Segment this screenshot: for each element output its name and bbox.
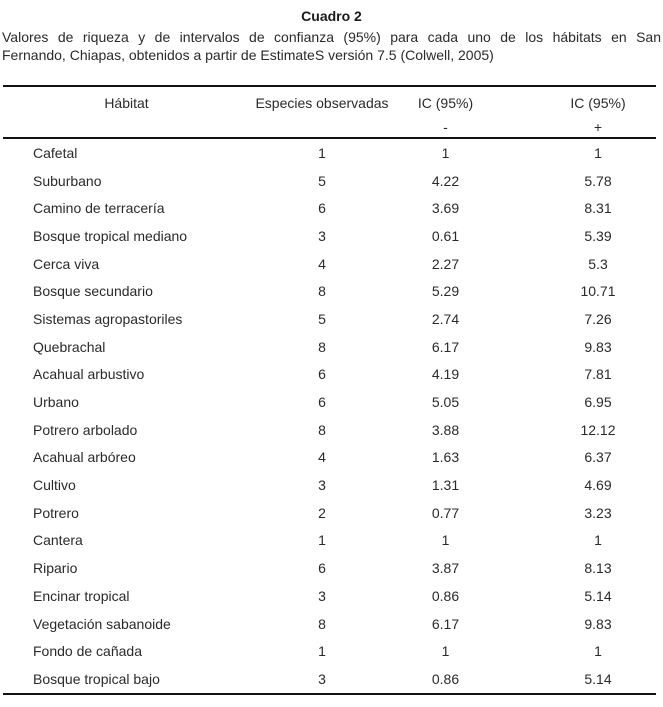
caption-line-2: Fernando, Chiapas, obtenidos a partir de EstimateS versión 7.5 (Colwell, 2005) xyxy=(2,47,494,63)
ic-upper-cell: 6.95 xyxy=(584,394,612,411)
ic-lower-cell: 2.27 xyxy=(431,255,460,272)
ic-lower-cell: 1.31 xyxy=(431,477,460,494)
ic-upper-cell: 5.39 xyxy=(584,227,612,244)
ic-upper-cell: 1 xyxy=(594,532,602,549)
ic-lower-cell: 0.61 xyxy=(431,227,460,244)
table-row xyxy=(3,637,656,665)
habitat-cell: Acahual arbóreo xyxy=(33,449,136,466)
caption-line-1: Valores de riqueza y de intervalos de confianza (95%) para cada uno de los hábitats en San xyxy=(2,29,661,45)
habitat-cell: Vegetación sabanoide xyxy=(33,615,171,632)
species-cell: 1 xyxy=(318,144,326,161)
ic-upper-cell: 12.12 xyxy=(580,421,616,438)
ic-upper-cell: 4.69 xyxy=(584,477,612,494)
col-header-ic-upper: IC (95%) xyxy=(570,95,626,111)
species-cell: 3 xyxy=(318,587,326,604)
ic-upper-cell: 5.14 xyxy=(584,587,612,604)
subcol-ic-upper-plus: + xyxy=(593,119,603,135)
habitat-cell: Ripario xyxy=(33,560,78,577)
ic-upper-cell: 7.81 xyxy=(584,366,612,383)
ic-lower-cell: 1.63 xyxy=(431,449,460,466)
habitat-cell: Sistemas agropastoriles xyxy=(33,310,183,327)
species-cell: 2 xyxy=(318,504,326,521)
habitat-cell: Potrero xyxy=(33,504,79,521)
table-row xyxy=(3,444,656,472)
table-row xyxy=(3,250,656,278)
species-cell: 4 xyxy=(318,449,326,466)
species-cell: 3 xyxy=(318,227,326,244)
ic-lower-cell: 3.87 xyxy=(431,560,460,577)
table-row xyxy=(3,333,656,361)
ic-upper-cell: 9.83 xyxy=(584,615,612,632)
ic-lower-cell: 0.86 xyxy=(431,670,460,687)
ic-lower-cell: 0.86 xyxy=(431,587,460,604)
ic-lower-cell: 5.29 xyxy=(431,283,460,300)
ic-lower-cell: 1 xyxy=(441,643,450,660)
habitat-cell: Urbano xyxy=(33,394,79,411)
table-row xyxy=(3,361,656,389)
ic-lower-cell: 3.69 xyxy=(431,200,460,217)
habitat-cell: Bosque tropical bajo xyxy=(33,670,160,687)
table-row xyxy=(3,554,656,582)
table-row xyxy=(3,194,656,222)
species-cell: 6 xyxy=(318,366,326,383)
species-cell: 3 xyxy=(318,477,326,494)
species-cell: 8 xyxy=(318,283,326,300)
habitat-cell: Encinar tropical xyxy=(33,587,130,604)
habitat-cell: Potrero arbolado xyxy=(33,421,138,438)
ic-upper-cell: 8.13 xyxy=(584,560,612,577)
habitat-cell: Camino de terracería xyxy=(33,200,165,217)
species-cell: 8 xyxy=(318,338,326,355)
habitat-cell: Cerca viva xyxy=(33,255,100,272)
ic-upper-cell: 1 xyxy=(594,144,602,161)
ic-lower-cell: 1 xyxy=(441,144,450,161)
subcol-species xyxy=(250,119,394,138)
ic-lower-cell: 4.19 xyxy=(431,366,460,383)
species-cell: 6 xyxy=(318,560,326,577)
table-row xyxy=(3,499,656,527)
species-cell: 4 xyxy=(318,255,326,272)
ic-upper-cell: 5.14 xyxy=(584,670,612,687)
habitat-cell: Acahual arbustivo xyxy=(33,366,145,383)
table-row xyxy=(3,416,656,444)
table-row xyxy=(3,582,656,610)
table-row xyxy=(3,222,656,250)
table-row xyxy=(3,138,656,167)
species-cell: 8 xyxy=(318,421,326,438)
species-cell: 3 xyxy=(318,670,326,687)
subcol-habitat xyxy=(3,119,250,138)
table-caption xyxy=(2,28,661,64)
table-row xyxy=(3,665,656,694)
ic-lower-cell: 6.17 xyxy=(431,338,460,355)
subcol-ic-lower-minus: - xyxy=(443,119,448,135)
ic-lower-cell: 2.74 xyxy=(431,310,460,327)
header-sub-row xyxy=(3,119,656,138)
table-row xyxy=(3,388,656,416)
ic-upper-cell: 10.71 xyxy=(580,283,616,300)
col-header-species: Especies observadas xyxy=(255,95,389,111)
col-header-habitat: Hábitat xyxy=(104,95,149,111)
ic-lower-cell: 5.05 xyxy=(431,394,460,411)
species-cell: 8 xyxy=(318,615,326,632)
habitat-cell: Fondo de cañada xyxy=(33,643,142,660)
habitat-cell: Bosque secundario xyxy=(33,283,153,300)
ic-lower-cell: 6.17 xyxy=(431,615,460,632)
ic-upper-cell: 6.37 xyxy=(584,449,612,466)
habitat-cell: Cultivo xyxy=(33,477,76,494)
table-row xyxy=(3,527,656,555)
ic-upper-cell: 9.83 xyxy=(584,338,612,355)
ic-upper-cell: 1 xyxy=(594,643,602,660)
table-row xyxy=(3,277,656,305)
ic-lower-cell: 4.22 xyxy=(431,172,460,189)
ic-upper-cell: 3.23 xyxy=(584,504,612,521)
table-row xyxy=(3,305,656,333)
species-cell: 6 xyxy=(318,200,326,217)
table-row xyxy=(3,610,656,638)
species-cell: 1 xyxy=(318,532,326,549)
habitat-cell: Cantera xyxy=(33,532,83,549)
table-row xyxy=(3,471,656,499)
table-title: Cuadro 2 xyxy=(301,8,362,24)
species-cell: 6 xyxy=(318,394,326,411)
ic-lower-cell: 0.77 xyxy=(431,504,460,521)
ic-upper-cell: 5.3 xyxy=(588,255,608,272)
ic-upper-cell: 7.26 xyxy=(584,310,612,327)
ic-lower-cell: 1 xyxy=(441,532,450,549)
species-cell: 5 xyxy=(318,172,326,189)
habitat-cell: Cafetal xyxy=(33,144,78,161)
species-cell: 5 xyxy=(318,310,326,327)
table-header xyxy=(3,86,656,138)
ic-lower-cell: 3.88 xyxy=(431,421,460,438)
col-header-ic-lower: IC (95%) xyxy=(417,95,474,111)
ic-upper-cell: 5.78 xyxy=(584,172,612,189)
paper-page xyxy=(0,8,663,707)
habitat-cell: Quebrachal xyxy=(33,338,106,355)
ic-upper-cell: 8.31 xyxy=(584,200,612,217)
richness-table xyxy=(3,85,656,695)
habitat-cell: Suburbano xyxy=(33,172,102,189)
table-body xyxy=(3,138,656,694)
header-row xyxy=(3,86,656,119)
species-cell: 1 xyxy=(318,643,326,660)
table-row xyxy=(3,167,656,195)
habitat-cell: Bosque tropical mediano xyxy=(33,227,188,244)
